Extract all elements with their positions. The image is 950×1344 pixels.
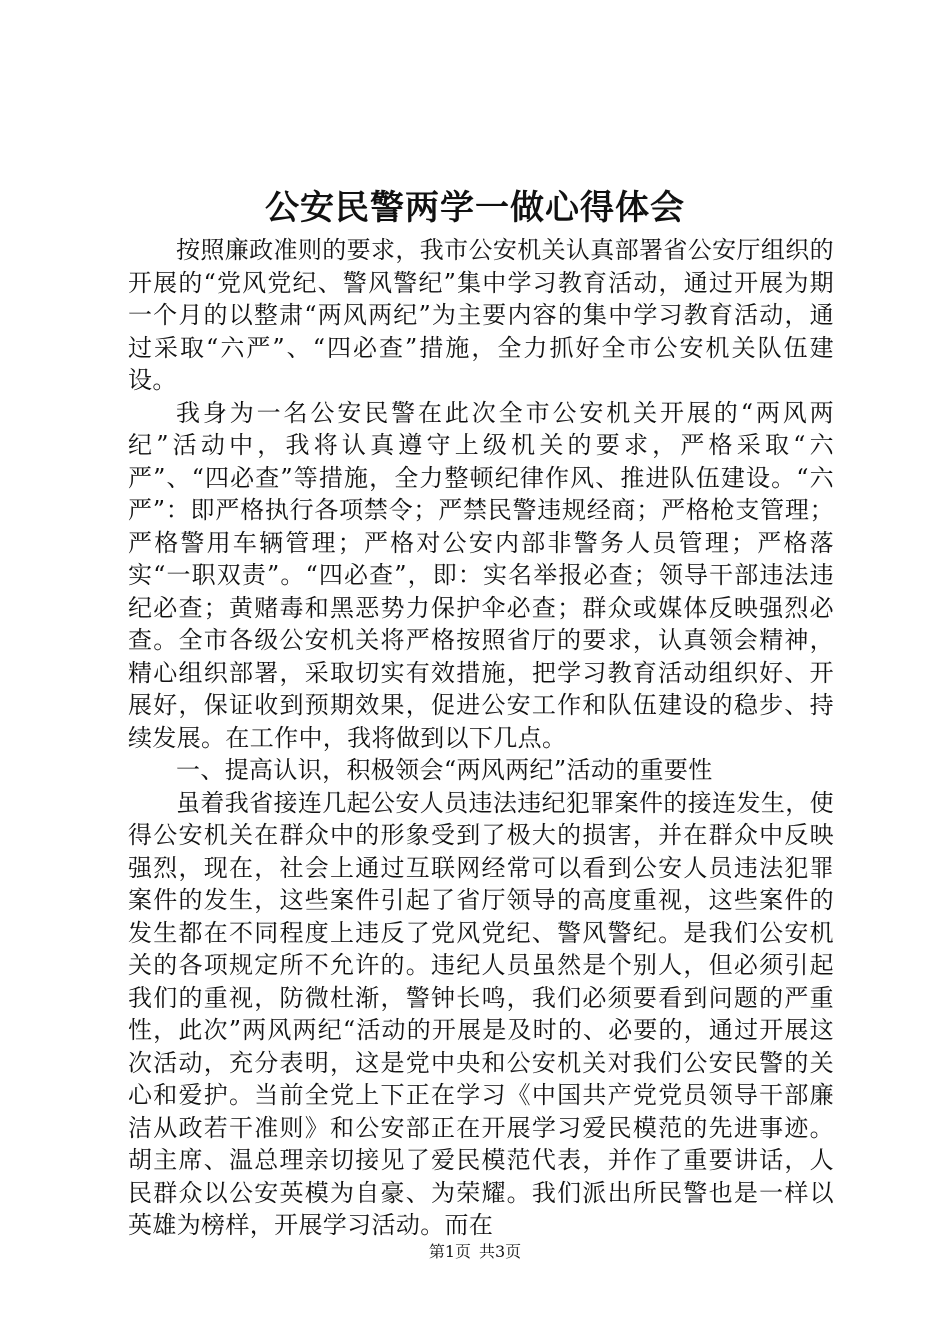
section-heading: 一、提高认识，积极领会“两风两纪”活动的重要性 (176, 756, 713, 784)
page-footer (0, 1241, 950, 1263)
paragraph: 按照廉政准则的要求，我市公安机关认真部署省公安厅组织的开展的“党风党纪、警风警纪”集中学习教育活动，通过开展为期一个月的以整肃“两风两纪”为主要内容的集中学习教育活动，通过采取“六严”、“四必查”措施，全力抓好全市公安机关队伍建设。 (128, 236, 834, 394)
paragraph: 我身为一名公安民警在此次全市公安机关开展的“两风两纪”活动中，我将认真遵守上级机关的要求，严格采取“六严”、“四必查”等措施，全力整顿纪律作风、推进队伍建设。“六严”：即严格执行各项禁令；严禁民警违规经商；严格枪支管理；严格警用车辆管理；严格对公安内部非警务人员管理；严格落实“一职双责”。“四必查”，即：实名举报必查；领导干部违法违纪必查；黄赌毒和黑恶势力保护伞必查；群众或媒体反映强烈必查。全市各级公安机关将严格按照省厅的要求，认真领会精神，精心组织部署，采取切实有效措施，把学习教育活动组织好、开展好，保证收到预期效果，促进公安工作和队伍建设的稳步、持续发展。在工作中，我将做到以下几点。 (128, 398, 834, 752)
page-total: 共3页 (479, 1242, 522, 1261)
document-body (128, 234, 834, 1242)
page-number: 第1页 (428, 1242, 471, 1261)
document-title: 公安民警两学一做心得体会 (265, 188, 685, 228)
paragraph: 虽着我省接连几起公安人员违法违纪犯罪案件的接连发生，使得公安机关在群众中的形象受到了极大的损害，并在群众中反映强烈，现在，社会上通过互联网经常可以看到公安人员违法犯罪案件的发生，这些案件引起了省厅领导的高度重视，这些案件的发生都在不同程度上违反了党风党纪、警风警纪。是我们公安机关的各项规定所不允许的。违纪人员虽然是个别人，但必须引起我们的重视，防微杜渐，警钟长鸣，我们必须要看到问题的严重性，此次”两风两纪“活动的开展是及时的、必要的，通过开展这次活动，充分表明，这是党中央和公安机关对我们公安民警的关心和爱护。当前全党上下正在学习《中国共产党党员领导干部廉洁从政若干准则》和公安部正在开展学习爱民模范的先进事迹。胡主席、温总理亲切接见了爱民模范代表，并作了重要讲话，人民群众以公安英模为自豪、为荣耀。我们派出所民警也是一样以英雄为榜样，开展学习活动。而在 (128, 788, 834, 1239)
